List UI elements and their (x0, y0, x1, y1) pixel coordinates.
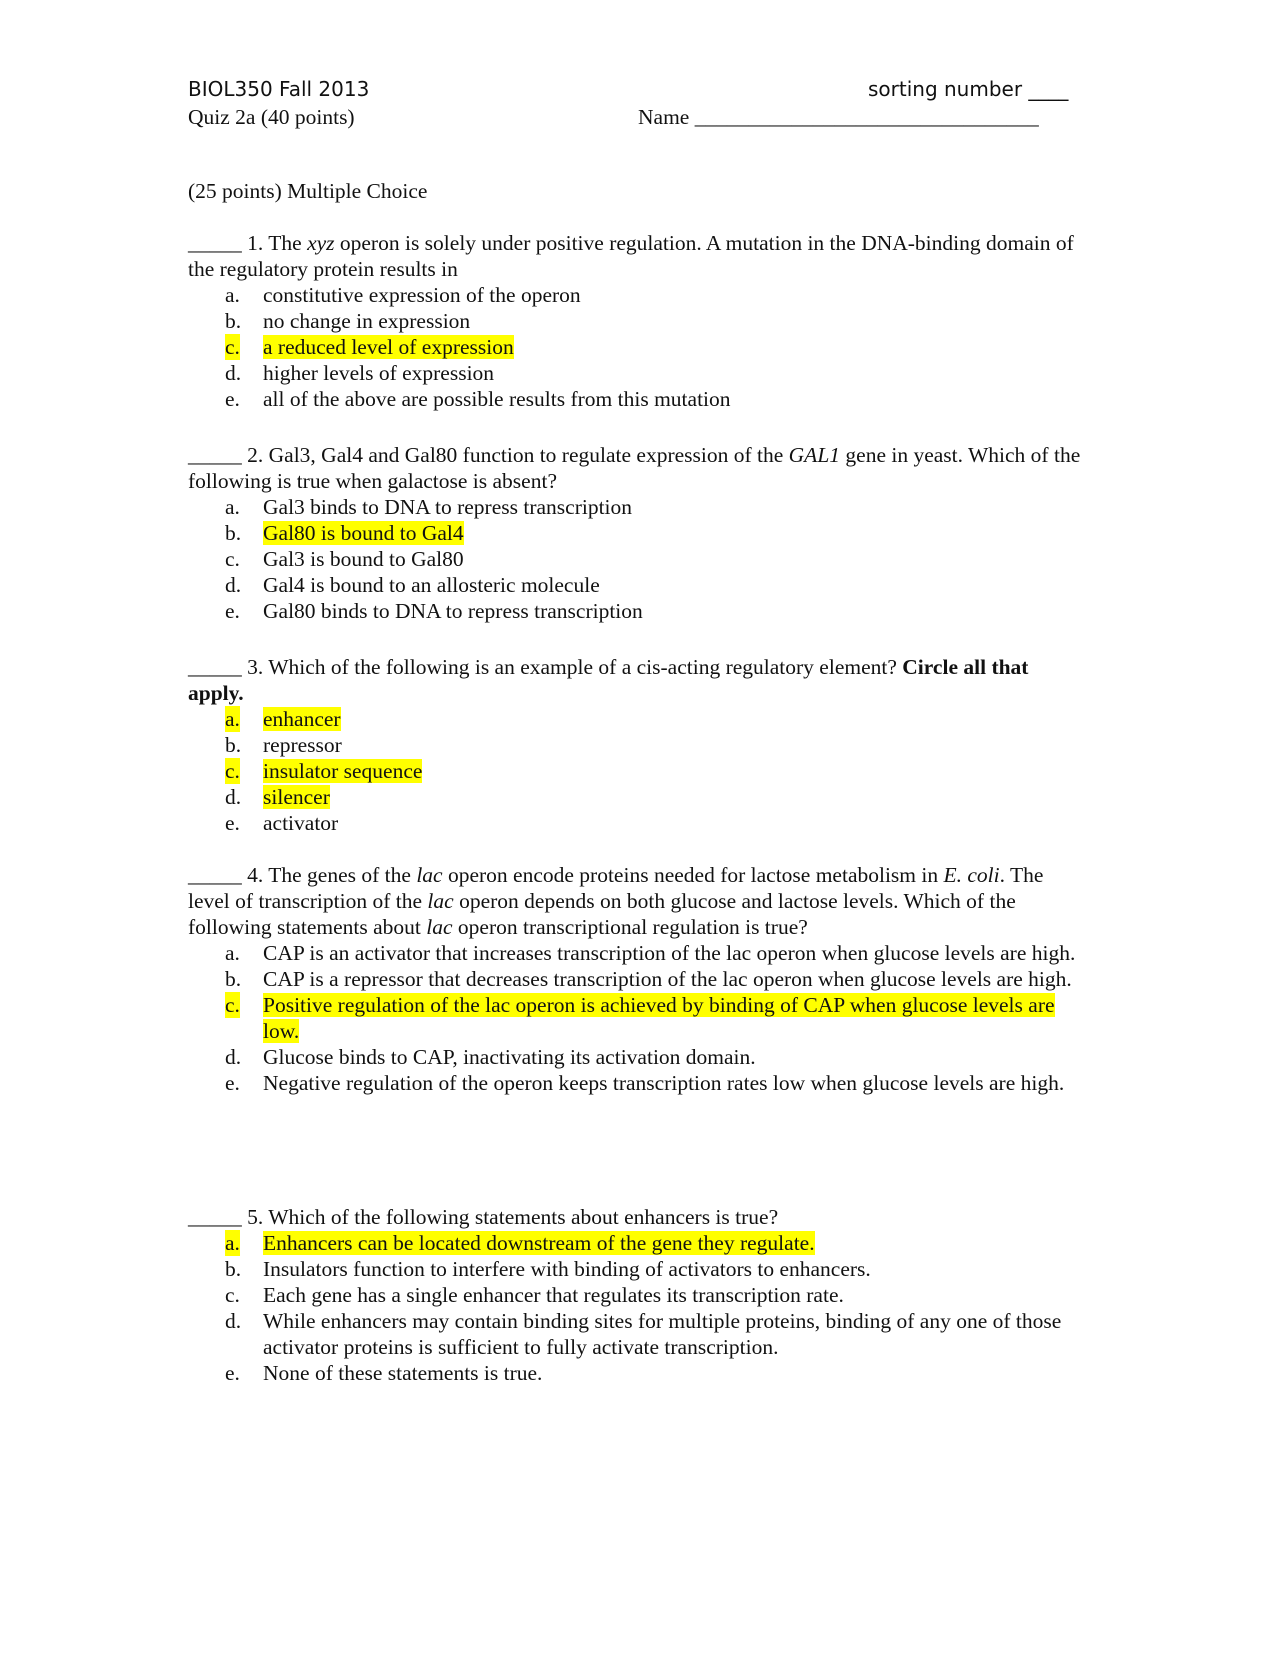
question-stem (188, 230, 1088, 282)
answer-blank: _____ (188, 655, 242, 679)
answer-blank: _____ (188, 1205, 242, 1229)
option-text: CAP is a repressor that decreases transcription of the lac operon when glucose levels are high. (263, 967, 1072, 991)
option-text: activator (263, 811, 339, 835)
option-letter: e. (225, 1071, 240, 1095)
option-a-highlighted (188, 706, 1088, 732)
option-d (188, 1308, 1088, 1360)
option-text: Glucose binds to CAP, inactivating its activation domain. (263, 1045, 756, 1069)
option-letter: a. (225, 941, 240, 965)
options-list (188, 706, 1088, 836)
stem-italic: lac (427, 889, 454, 913)
option-text: Gal3 is bound to Gal80 (263, 547, 464, 571)
option-e (188, 1070, 1088, 1096)
stem-text: Which of the following statements about enhancers is true? (268, 1205, 779, 1229)
option-letter: a. (225, 495, 240, 519)
course-title: BIOL350 Fall 2013 (188, 77, 370, 101)
option-text: Enhancers can be located downstream of the gene they regulate. (263, 1231, 815, 1255)
question-stem (188, 1204, 1088, 1230)
stem-text: gene in yeast. Which of the following is true when galactose is absent? (188, 443, 1081, 493)
stem-text: operon encode proteins needed for lactose metabolism in (442, 863, 944, 887)
name-label: Name (638, 105, 690, 129)
sorting-number-blank: ____ (1028, 77, 1069, 101)
option-text: silencer (263, 785, 330, 809)
option-text: Insulators function to interfere with binding of activators to enhancers. (263, 1257, 871, 1281)
answer-blank: _____ (188, 231, 242, 255)
option-letter: d. (225, 573, 242, 597)
stem-text: Gal3, Gal4 and Gal80 function to regulate expression of the (268, 443, 789, 467)
option-text: a reduced level of expression (263, 335, 514, 359)
option-c-highlighted (188, 758, 1088, 784)
option-text: CAP is an activator that increases transcription of the lac operon when glucose levels are high. (263, 941, 1076, 965)
option-c-highlighted (188, 334, 1088, 360)
option-d (188, 360, 1088, 386)
option-b-highlighted (188, 520, 1088, 546)
option-text: Gal80 is bound to Gal4 (263, 521, 464, 545)
option-letter: e. (225, 387, 240, 411)
stem-text: operon is solely under positive regulation. A mutation in the DNA-binding domain of the regulatory protein results in (188, 231, 1074, 281)
stem-italic: E. coli (943, 863, 1000, 887)
name-field (638, 104, 1039, 130)
option-letter: c. (225, 1283, 240, 1307)
option-letter: a. (225, 1231, 240, 1255)
stem-bold: Circle all that apply. (188, 655, 1029, 705)
option-text: Gal3 binds to DNA to repress transcription (263, 495, 633, 519)
option-a (188, 282, 1088, 308)
option-text: While enhancers may contain binding sites for multiple proteins, binding of any one of those activator proteins is sufficient to fully activate transcription. (263, 1309, 1062, 1359)
option-a-highlighted (188, 1230, 1088, 1256)
option-text: repressor (263, 733, 342, 757)
option-text: Positive regulation of the lac operon is achieved by binding of CAP when glucose levels are low. (263, 993, 1055, 1043)
stem-text: . The level of transcription of the (188, 863, 1044, 913)
options-list (188, 282, 1088, 412)
stem-text: operon transcriptional regulation is true? (452, 915, 808, 939)
option-e (188, 810, 1088, 836)
option-letter: e. (225, 1361, 240, 1385)
option-letter: e. (225, 811, 240, 835)
option-d-highlighted (188, 784, 1088, 810)
stem-italic: xyz (307, 231, 335, 255)
option-a (188, 494, 1088, 520)
stem-italic: lac (426, 915, 453, 939)
option-d (188, 572, 1088, 598)
question-5 (188, 1204, 1088, 1386)
option-letter: b. (225, 309, 242, 333)
stem-text: The genes of the (268, 863, 417, 887)
question-stem (188, 442, 1088, 494)
option-text: None of these statements is true. (263, 1361, 543, 1385)
stem-italic: GAL1 (788, 443, 841, 467)
option-e (188, 598, 1088, 624)
option-a (188, 940, 1088, 966)
question-stem (188, 654, 1088, 706)
option-text: enhancer (263, 707, 341, 731)
option-text: Gal80 binds to DNA to repress transcription (263, 599, 643, 623)
option-text: all of the above are possible results from this mutation (263, 387, 731, 411)
stem-text: Which of the following is an example of a cis-acting regulatory element? (268, 655, 903, 679)
stem-italic: lac (416, 863, 443, 887)
option-c-highlighted (188, 992, 1088, 1044)
option-letter: c. (225, 993, 240, 1017)
option-text: insulator sequence (263, 759, 423, 783)
answer-blank: _____ (188, 863, 242, 887)
option-c (188, 1282, 1088, 1308)
sorting-number-label: sorting number (868, 77, 1023, 101)
option-letter: b. (225, 733, 242, 757)
option-letter: d. (225, 785, 242, 809)
option-text: no change in expression (263, 309, 471, 333)
option-letter: c. (225, 547, 240, 571)
answer-blank: _____ (188, 443, 242, 467)
option-b (188, 1256, 1088, 1282)
option-letter: c. (225, 335, 240, 359)
option-letter: e. (225, 599, 240, 623)
question-3 (188, 654, 1088, 836)
option-e (188, 386, 1088, 412)
option-text: Gal4 is bound to an allosteric molecule (263, 573, 600, 597)
option-text: Negative regulation of the operon keeps transcription rates low when glucose levels are high. (263, 1071, 1065, 1095)
question-number: 4. (247, 863, 264, 887)
option-letter: a. (225, 283, 240, 307)
option-letter: b. (225, 967, 242, 991)
question-number: 5. (247, 1205, 264, 1229)
option-e (188, 1360, 1088, 1386)
option-text: higher levels of expression (263, 361, 495, 385)
question-4 (188, 862, 1088, 1096)
option-b (188, 732, 1088, 758)
sorting-number-field (868, 76, 1068, 102)
option-letter: c. (225, 759, 240, 783)
option-d (188, 1044, 1088, 1070)
question-1 (188, 230, 1088, 412)
option-text: constitutive expression of the operon (263, 283, 581, 307)
quiz-title: Quiz 2a (40 points) (188, 105, 355, 129)
options-list (188, 494, 1088, 624)
stem-text: operon depends on both glucose and lactose levels. Which of the following statements about (188, 889, 1016, 939)
option-letter: d. (225, 1309, 242, 1333)
name-blank: ________________________________ (694, 105, 1039, 129)
option-letter: b. (225, 1257, 242, 1281)
option-b (188, 966, 1088, 992)
option-c (188, 546, 1088, 572)
option-letter: d. (225, 361, 242, 385)
section-title: (25 points) Multiple Choice (188, 179, 428, 203)
question-number: 3. (247, 655, 264, 679)
question-2 (188, 442, 1088, 624)
question-number: 2. (247, 443, 264, 467)
option-text: Each gene has a single enhancer that regulates its transcription rate. (263, 1283, 844, 1307)
option-letter: d. (225, 1045, 242, 1069)
options-list (188, 1230, 1088, 1386)
option-letter: b. (225, 521, 242, 545)
question-number: 1. (247, 231, 264, 255)
stem-text: The (268, 231, 308, 255)
option-b (188, 308, 1088, 334)
options-list (188, 940, 1088, 1096)
option-letter: a. (225, 707, 240, 731)
question-stem (188, 862, 1088, 940)
